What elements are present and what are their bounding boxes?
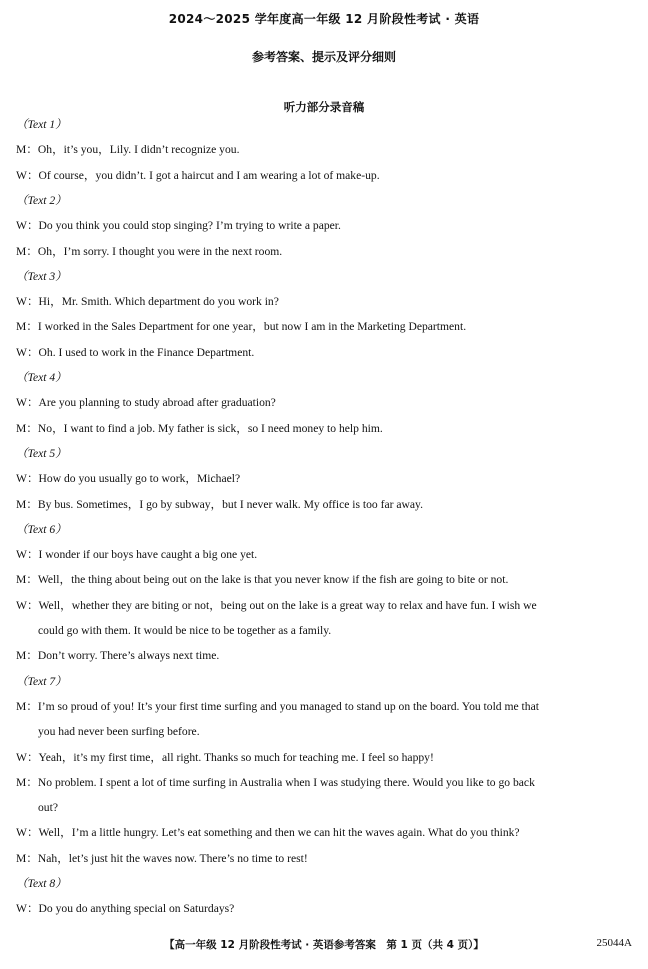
- transcript-line-text: W：I wonder if our boys have caught a big one yet.: [16, 548, 258, 562]
- transcript-line-text: M：By bus. Sometimes，I go by subway，but I never walk. My office is too far away.: [16, 497, 424, 511]
- transcript-line: [38, 725, 200, 739]
- transcript-line: [16, 649, 219, 663]
- transcript-line: [16, 295, 279, 309]
- text-number-label: [16, 371, 67, 385]
- transcript-line: [16, 852, 308, 866]
- transcript-line-text: （Text 2）: [16, 193, 67, 207]
- transcript-line-text: M：Nah，let’s just hit the waves now. There’s no time to rest!: [16, 851, 308, 865]
- transcript-line-text: W：Do you do anything special on Saturdays?: [16, 902, 235, 916]
- transcript-line: [16, 472, 240, 486]
- transcript-line-text: W：Oh. I used to work in the Finance Department.: [16, 345, 255, 359]
- page-subtitle: 参考答案、提示及评分细则: [251, 50, 396, 64]
- transcript-line-text: （Text 8）: [16, 877, 67, 890]
- transcript-line-text: M：Oh，it’s you，Lily. I didn’t recognize you.: [16, 143, 240, 157]
- text-number-label: [16, 877, 67, 891]
- transcript-line-text: W：Hi，Mr. Smith. Which department do you work in?: [16, 295, 279, 309]
- transcript-line-text: M：No，I want to find a job. My father is sick，so I need money to help him.: [16, 421, 383, 435]
- transcript-line-text: M：I’m so proud of you! It’s your first time surfing and you managed to stand up on the board. You told me that: [16, 699, 539, 713]
- text-number-label: [16, 118, 67, 132]
- transcript-line-text: M：Oh，I’m sorry. I thought you were in the next room.: [16, 244, 283, 258]
- transcript-line-text: （Text 7）: [16, 674, 67, 688]
- transcript-line: [16, 422, 383, 436]
- text-number-label: [16, 447, 67, 461]
- transcript-line-text: W：How do you usually go to work，Michael?: [16, 472, 241, 486]
- transcript-line-text: （Text 4）: [16, 371, 67, 384]
- transcript-line-text: W：Are you planning to study abroad after graduation?: [16, 396, 276, 410]
- text-number-label: [16, 270, 67, 284]
- footer-page-info: 【高一年级 12 月阶段性考试 · 英语参考答案 第 1 页（共 4 页）】: [164, 939, 484, 951]
- transcript-line-text: W：Yeah，it’s my first time，all right. Thanks so much for teaching me. I feel so happy!: [16, 750, 434, 764]
- page-footer: [0, 937, 648, 953]
- transcript-line: [16, 346, 254, 360]
- transcript-line-text: W：Do you think you could stop singing? I’m trying to write a paper.: [16, 219, 341, 233]
- text-number-label: [16, 675, 67, 689]
- transcript-line: [16, 498, 423, 512]
- transcript-line-text: you had never been surfing before.: [38, 725, 200, 739]
- transcript-line: [16, 751, 434, 765]
- transcript-line: [16, 776, 535, 790]
- footer-code: 25044A: [596, 937, 632, 949]
- transcript-line: [16, 826, 520, 840]
- transcript-line-text: M：Don’t worry. There’s always next time.: [16, 649, 220, 663]
- section-heading: 听力部分录音稿: [283, 100, 365, 114]
- transcript-line-text: （Text 1）: [16, 118, 67, 131]
- transcript-line: [16, 143, 239, 157]
- transcript-line-text: W：Well，I’m a little hungry. Let’s eat something and then we can hit the waves again. What do you think?: [16, 826, 520, 840]
- transcript-line: [16, 902, 234, 916]
- transcript-line-text: could go with them. It would be nice to be together as a family.: [38, 624, 332, 637]
- transcript-line-text: W：Well，whether they are biting or not，being out on the lake is a great way to relax and have fun. I wish we: [16, 598, 537, 612]
- transcript-line-text: out?: [38, 801, 58, 815]
- transcript-line: [38, 624, 331, 638]
- transcript-line: [16, 219, 341, 233]
- transcript-line-text: M：I worked in the Sales Department for one year，but now I am in the Marketing Department.: [16, 320, 467, 334]
- transcript-line: [16, 396, 276, 410]
- transcript-line-text: （Text 3）: [16, 269, 67, 283]
- transcript-line-text: M：Well，the thing about being out on the lake is that you never know if the fish are going to bite or not.: [16, 573, 509, 587]
- text-number-label: [16, 194, 67, 208]
- transcript-line: [16, 700, 539, 714]
- text-number-label: [16, 523, 67, 537]
- transcript-line: [16, 169, 380, 183]
- transcript-line: [16, 320, 466, 334]
- transcript-line: [16, 245, 282, 259]
- transcript-line-text: W：Of course，you didn’t. I got a haircut and I am wearing a lot of make-up.: [16, 168, 380, 182]
- transcript-line: [16, 599, 537, 613]
- transcript-line: [16, 548, 257, 562]
- transcript-line: [38, 801, 58, 815]
- transcript-line: [16, 573, 508, 587]
- transcript-line-text: （Text 5）: [16, 446, 67, 460]
- transcript-line-text: M：No problem. I spent a lot of time surfing in Australia when I was studying there. Would you like to go back: [16, 775, 535, 789]
- page-title: 2024～2025 学年度高一年级 12 月阶段性考试 · 英语: [168, 12, 480, 26]
- transcript-line-text: （Text 6）: [16, 522, 67, 536]
